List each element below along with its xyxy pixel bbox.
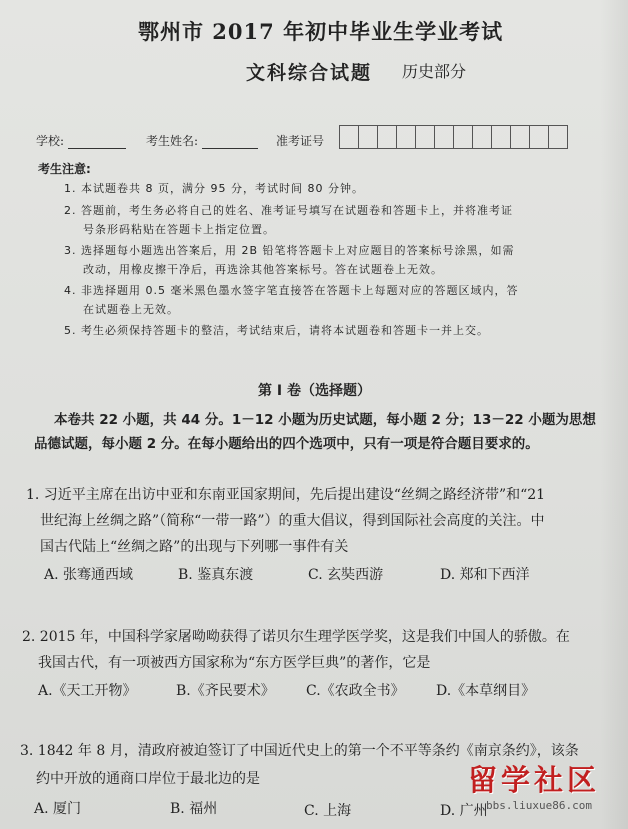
notice-line: 5. 考生必须保持答题卡的整洁，考试结束后，请将本试题卷和答题卡一并上交。 — [64, 324, 489, 337]
id-box — [358, 125, 378, 149]
question-text: 1. 习近平主席在出访中亚和东南亚国家期间，先后提出建设“丝绸之路经济带”和“21 — [26, 487, 546, 503]
name-blank — [202, 136, 258, 149]
option-c[interactable]: C. 玄奘西游 — [308, 567, 384, 583]
school-label: 学校: — [36, 134, 65, 148]
question-text: 国古代陆上“丝绸之路”的出现与下列哪一事件有关 — [40, 539, 349, 555]
id-number-boxes — [340, 125, 568, 149]
id-box — [415, 125, 435, 149]
page-edge-shadow — [600, 0, 628, 829]
notice-heading: 考生注意: — [38, 162, 91, 176]
question-text: 3. 1842 年 8 月，清政府被迫签订了中国近代史上的第一个不平等条约《南京条约》，该条 — [20, 743, 579, 759]
school-field — [36, 132, 126, 149]
notice-line: 2. 答题前，考生务必将自己的姓名、准考证号填写在试题卷和答题卡上，并将准考证 — [64, 204, 513, 217]
question-text: 约中开放的通商口岸位于最北边的是 — [36, 771, 260, 787]
watermark-logo — [468, 758, 618, 812]
id-box — [510, 125, 530, 149]
notice-line: 在试题卷上无效。 — [83, 303, 179, 316]
option-d[interactable]: D.《本草纲目》 — [436, 683, 536, 699]
id-box — [453, 125, 473, 149]
question-text: 我国古代，有一项被西方国家称为“东方医学巨典”的著作，它是 — [38, 655, 431, 671]
exam-subtitle: 文科综合试题 — [246, 62, 373, 84]
notice-line: 改动，用橡皮擦干净后，再选涂其他答案标号。答在试题卷上无效。 — [83, 263, 443, 276]
notice-line: 4. 非选择题用 0.5 毫米黑色墨水签字笔直接答在答题卡上每题对应的答题区域内，答 — [64, 284, 519, 297]
option-d[interactable]: D. 郑和下西洋 — [440, 567, 530, 583]
school-blank — [68, 136, 126, 149]
section-title: 第 I 卷（选择题） — [258, 383, 371, 399]
name-label: 考生姓名: — [146, 134, 199, 148]
option-d[interactable]: D. 广州 — [440, 803, 488, 819]
option-c[interactable]: C.《农政全书》 — [306, 683, 405, 699]
notice-line: 号条形码粘贴在答题卡上指定位置。 — [83, 223, 275, 236]
name-field — [146, 132, 258, 149]
id-box — [491, 125, 511, 149]
option-a[interactable]: A. 张骞通西域 — [44, 567, 134, 583]
option-b[interactable]: B.《齐民要术》 — [176, 683, 275, 699]
id-box — [339, 125, 359, 149]
watermark-url: bbs.liuxue86.com — [486, 799, 592, 812]
id-box — [529, 125, 549, 149]
section-intro-line: 本卷共 22 小题，共 44 分。1－12 小题为历史试题，每小题 2 分；13－22 小题为思想 — [54, 412, 596, 428]
question-text: 世纪海上丝绸之路”（简称“一带一路”）的重大倡议，得到国际社会高度的关注。中 — [40, 513, 545, 529]
option-a[interactable]: A.《天工开物》 — [38, 683, 137, 699]
id-box — [377, 125, 397, 149]
id-box — [548, 125, 568, 149]
id-box — [396, 125, 416, 149]
notice-line: 3. 选择题每小题选出答案后，用 2B 铅笔将答题卡上对应题目的答案标号涂黑，如需 — [64, 244, 515, 257]
id-box — [434, 125, 454, 149]
watermark-brand: 留学社区 — [468, 763, 601, 797]
exam-title: 鄂州市 2017 年初中毕业生学业考试 — [138, 19, 504, 44]
id-box — [472, 125, 492, 149]
option-a[interactable]: A. 厦门 — [34, 801, 82, 817]
id-label: 准考证号 — [276, 134, 325, 148]
option-b[interactable]: B. 福州 — [170, 801, 218, 817]
notice-line: 1. 本试题卷共 8 页，满分 95 分，考试时间 80 分钟。 — [64, 182, 364, 195]
option-b[interactable]: B. 鉴真东渡 — [178, 567, 254, 583]
option-c[interactable]: C. 上海 — [304, 803, 352, 819]
section-intro-line: 品德试题，每小题 2 分。在每小题给出的四个选项中，只有一项是符合题目要求的。 — [34, 436, 539, 452]
section-tag: 历史部分 — [402, 62, 467, 81]
question-text: 2. 2015 年，中国科学家屠呦呦获得了诺贝尔生理学医学奖，这是我们中国人的骄傲。在 — [22, 629, 570, 645]
